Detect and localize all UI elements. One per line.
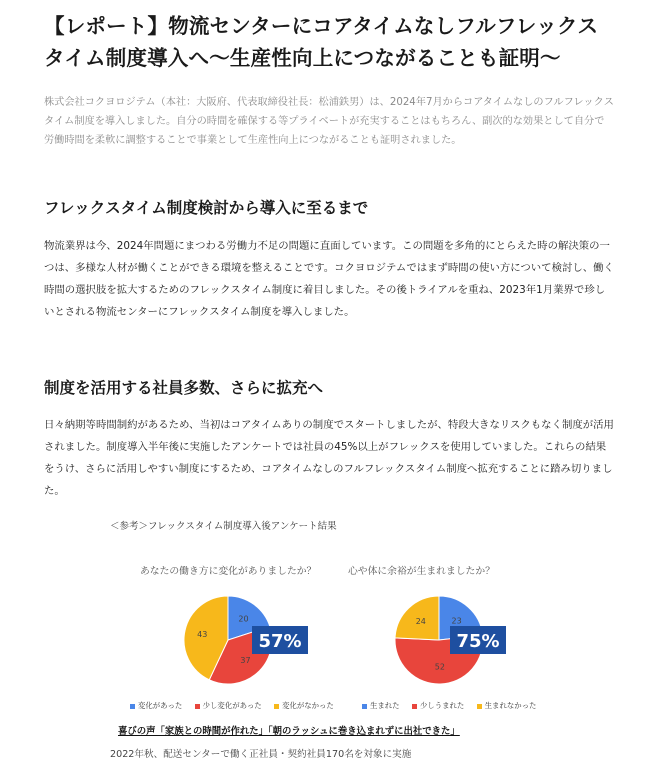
pie-label-1-2: 37 — [240, 655, 251, 665]
legend-2 — [362, 700, 546, 711]
pie-label-2-3: 24 — [415, 616, 426, 626]
legend-1 — [130, 700, 344, 711]
article-title — [44, 10, 624, 74]
highlight-value-2: 75% — [456, 631, 500, 652]
section-body-2: 日々納期等時間制約があるため、当初はコアタイムありの制度でスタートしましたが、特段大きなリスクもなく制度が活用されました。制度導入半年後に実施したアンケートでは社員の45%以上がフレックスを使用していました。これらの結果をうけ、さらに活用しやすい制度にするため、コアタイムなしのフルフレックスタイム制度へ拡充することに踏み切りました。 — [44, 419, 614, 497]
legend-item: 生まれた — [362, 701, 400, 710]
pie-title-2: 心や体に余裕が生まれましたか？ — [348, 566, 495, 577]
title-line-2: タイム制度導入へ〜生産性向上につながることも証明〜 — [44, 46, 561, 70]
section-body-1: 物流業界は今、2024年問題にまつわる労働力不足の問題に直面しています。この問題を多角的にとらえた時の解決策の一つは、多様な人材が働くことができる環境を整えることです。コクヨロジテムではまず時間の使い方について検討し、働く時間の選択肢を拡大するためのフレックスタイム制度に着目しました。その後トライアルを重ね、2023年1月業界で珍しいとされる物流センターにフレックスタイム制度を導入しました。 — [44, 240, 614, 318]
legend-item: 生まれなかった — [477, 701, 537, 710]
section-heading-1: フレックスタイム制度検討から導入に至るまで — [44, 199, 369, 217]
pie-label-2-1: 23 — [451, 616, 462, 626]
figure-caption: ＜参考＞フレックスタイム制度導入後アンケート結果 — [110, 521, 337, 532]
pie-label-1-1: 20 — [238, 614, 249, 624]
legend-item: 少しうまれた — [412, 701, 464, 710]
survey-figure — [110, 518, 550, 766]
title-line-1: 【レポート】物流センターにコアタイムなしフルフレックス — [44, 14, 599, 38]
pie-title-1: あなたの働き方に変化がありましたか？ — [140, 566, 317, 577]
section-heading-2: 制度を活用する社員多数、さらに拡充へ — [44, 379, 324, 397]
pie-label-2-2: 52 — [434, 662, 445, 672]
legend-item: 少し変化があった — [195, 701, 262, 710]
pie-label-1-3: 43 — [197, 630, 208, 640]
legend-item: 変化がなかった — [274, 701, 334, 710]
voice-quote: 喜びの声「家族との時間が作れた」「朝のラッシュに巻き込まれずに出社できた」 — [118, 726, 460, 737]
lead-paragraph: 株式会社コクヨロジテム（本社：大阪府、代表取締役社長：松浦鉄男）は、2024年7月からコアタイムなしのフルフレックスタイム制度を導入しました。自分の時間を確保する等プライベートが充実することはもちろん、副次的な効果として自分で労働時間を柔軟に調整することで事業として生産性向上につながることも証明されました。 — [44, 97, 614, 146]
legend-item: 変化があった — [130, 701, 182, 710]
survey-footnote: 2022年秋、配送センターで働く正社員・契約社員170名を対象に実施 — [110, 749, 412, 760]
highlight-value-1: 57% — [258, 631, 302, 652]
